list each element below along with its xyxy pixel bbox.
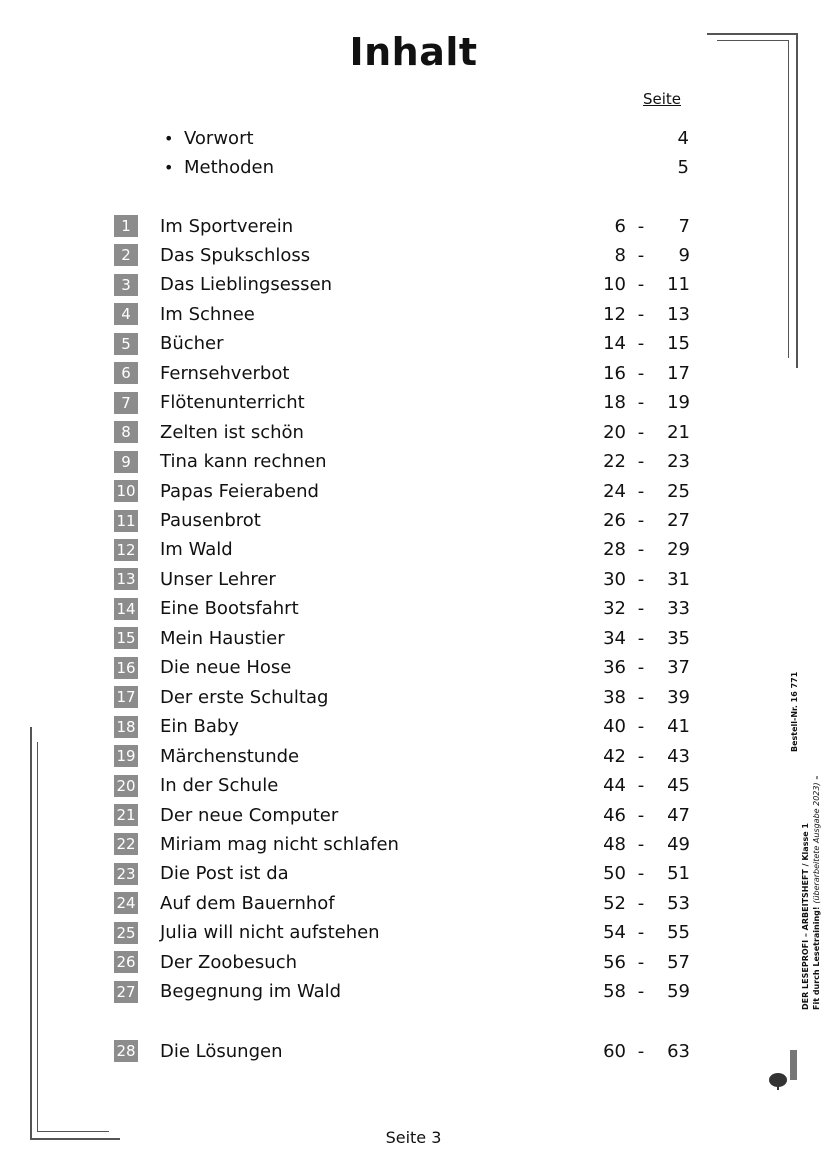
chapter-number-badge: 5 bbox=[114, 333, 138, 355]
toc-row bbox=[114, 890, 690, 916]
page-range-dash: - bbox=[637, 598, 645, 620]
chapter-title: In der Schule bbox=[160, 775, 279, 797]
page-range-dash: - bbox=[637, 274, 645, 296]
chapter-title: Die Lösungen bbox=[160, 1040, 283, 1062]
toc-intro-label: Vorwort bbox=[184, 127, 254, 149]
page-to: 35 bbox=[667, 627, 690, 649]
page-from: 26 bbox=[603, 510, 626, 531]
toc-row bbox=[114, 213, 690, 239]
toc-row bbox=[114, 537, 690, 563]
bullet: • bbox=[164, 157, 174, 177]
page-range-dash: - bbox=[637, 539, 645, 561]
chapter-number-badge: 27 bbox=[114, 981, 138, 1003]
chapter-number-badge: 2 bbox=[114, 244, 138, 266]
page-range-dash: - bbox=[637, 745, 645, 767]
page-to: 57 bbox=[667, 951, 690, 973]
toc-row bbox=[114, 596, 690, 622]
page-range-dash: - bbox=[637, 480, 645, 502]
chapter-title: Eine Bootsfahrt bbox=[160, 598, 299, 620]
toc-row bbox=[114, 331, 690, 357]
page-range-dash: - bbox=[637, 922, 645, 944]
toc-row bbox=[114, 684, 690, 710]
chapter-title: Der Zoobesuch bbox=[160, 951, 298, 973]
page-range-dash: - bbox=[637, 421, 645, 443]
page-to: 9 bbox=[678, 244, 690, 266]
chapter-number-badge: 9 bbox=[114, 451, 138, 473]
chapter-title: Bücher bbox=[160, 333, 224, 355]
side-line-2 bbox=[811, 776, 822, 1010]
chapter-number-badge: 23 bbox=[114, 863, 138, 885]
page-to: 17 bbox=[667, 362, 690, 384]
page-range-dash: - bbox=[637, 392, 645, 414]
chapter-number-badge: 22 bbox=[114, 833, 138, 855]
page-from: 20 bbox=[603, 421, 626, 443]
page-to: 23 bbox=[667, 451, 690, 473]
page-to: 45 bbox=[667, 775, 690, 797]
toc-row bbox=[114, 625, 690, 651]
page-to: 55 bbox=[667, 922, 690, 944]
chapter-title: Das Spukschloss bbox=[160, 244, 311, 266]
page-to: 21 bbox=[667, 421, 690, 443]
page-to: 7 bbox=[678, 215, 690, 237]
side-dash: – bbox=[812, 775, 821, 780]
page-from: 50 bbox=[603, 863, 626, 885]
page-range-dash: - bbox=[637, 244, 645, 266]
toc-row-solutions bbox=[114, 1038, 690, 1064]
page-to: 27 bbox=[667, 510, 690, 531]
page-footer: Seite 3 bbox=[385, 1128, 442, 1147]
toc-row bbox=[114, 242, 690, 268]
toc-row bbox=[114, 949, 690, 975]
page-from: 54 bbox=[603, 922, 626, 944]
page-to: 13 bbox=[667, 303, 690, 325]
toc-row bbox=[114, 301, 690, 327]
chapter-number-badge: 20 bbox=[114, 775, 138, 797]
page-from: 44 bbox=[603, 775, 626, 797]
chapter-title: Im Sportverein bbox=[160, 215, 294, 237]
frame-right-line-inner bbox=[788, 40, 789, 358]
toc-row bbox=[114, 979, 690, 1005]
toc-intro-page: 4 bbox=[677, 127, 689, 149]
toc-row bbox=[114, 419, 690, 445]
chapter-title: Im Wald bbox=[160, 539, 233, 561]
page-range-dash: - bbox=[637, 510, 645, 531]
page-from: 56 bbox=[603, 951, 626, 973]
chapter-number-badge: 10 bbox=[114, 480, 138, 502]
chapter-title: Ein Baby bbox=[160, 716, 239, 738]
page-from: 38 bbox=[603, 686, 626, 708]
chapter-number-badge: 11 bbox=[114, 510, 138, 532]
page-to: 29 bbox=[667, 539, 690, 561]
toc-row bbox=[114, 478, 690, 504]
chapter-title: Im Schnee bbox=[160, 303, 255, 325]
chapter-title: Mein Haustier bbox=[160, 627, 285, 649]
chapter-title: Papas Feierabend bbox=[160, 480, 319, 502]
chapter-title: Miriam mag nicht schlafen bbox=[160, 833, 399, 855]
toc-intro-item bbox=[164, 154, 689, 180]
page-from: 24 bbox=[603, 480, 626, 502]
side-line-1: DER LESEPROFI – ARBEITSHEFT / Klasse 1 bbox=[801, 823, 810, 1010]
page-to: 41 bbox=[667, 716, 690, 738]
toc-row bbox=[114, 743, 690, 769]
page-range-dash: - bbox=[637, 215, 645, 237]
chapter-number-badge: 18 bbox=[114, 716, 138, 738]
chapter-title: Zelten ist schön bbox=[160, 421, 304, 443]
chapter-number-badge: 3 bbox=[114, 274, 138, 296]
page-from: 14 bbox=[603, 333, 626, 355]
page-from: 18 bbox=[603, 392, 626, 414]
page-from: 48 bbox=[603, 833, 626, 855]
toc-row bbox=[114, 920, 690, 946]
chapter-title: Märchenstunde bbox=[160, 745, 300, 767]
page-to: 37 bbox=[667, 657, 690, 679]
page-range-dash: - bbox=[637, 833, 645, 855]
page-from: 58 bbox=[603, 981, 626, 1003]
page-from: 16 bbox=[603, 362, 626, 384]
page-from: 8 bbox=[614, 244, 626, 266]
page-to: 49 bbox=[667, 833, 690, 855]
page-from: 28 bbox=[603, 539, 626, 561]
toc-intro-label: Methoden bbox=[184, 156, 274, 178]
chapter-title: Tina kann rechnen bbox=[160, 451, 327, 473]
page-from: 36 bbox=[603, 657, 626, 679]
page-to: 33 bbox=[667, 598, 690, 620]
toc-row bbox=[114, 272, 690, 298]
page-range-dash: - bbox=[637, 716, 645, 738]
chapter-title: Unser Lehrer bbox=[160, 568, 276, 590]
toc-intro-page: 5 bbox=[677, 156, 689, 178]
page-to: 51 bbox=[667, 863, 690, 885]
chapter-number-badge: 19 bbox=[114, 745, 138, 767]
page-from: 60 bbox=[603, 1040, 626, 1062]
chapter-number-badge: 4 bbox=[114, 303, 138, 325]
page-to: 43 bbox=[667, 745, 690, 767]
page-to: 39 bbox=[667, 686, 690, 708]
bullet: • bbox=[164, 128, 174, 148]
page-from: 6 bbox=[614, 215, 626, 237]
toc-row bbox=[114, 802, 690, 828]
page-range-dash: - bbox=[637, 775, 645, 797]
chapter-title: Auf dem Bauernhof bbox=[160, 892, 335, 914]
page-to: 53 bbox=[667, 892, 690, 914]
chapter-number-badge: 24 bbox=[114, 892, 138, 914]
page-range-dash: - bbox=[637, 362, 645, 384]
chapter-number-badge: 14 bbox=[114, 598, 138, 620]
toc-intro-item bbox=[164, 125, 689, 151]
chapter-number-badge: 15 bbox=[114, 627, 138, 649]
page-range-dash: - bbox=[637, 627, 645, 649]
chapter-number-badge: 21 bbox=[114, 804, 138, 826]
publisher-logo bbox=[768, 1050, 798, 1090]
toc-row bbox=[114, 390, 690, 416]
chapter-title: Das Lieblingsessen bbox=[160, 274, 333, 296]
toc-row bbox=[114, 566, 690, 592]
page-to: 47 bbox=[667, 804, 690, 826]
toc-row bbox=[114, 861, 690, 887]
chapter-number-badge: 13 bbox=[114, 568, 138, 590]
chapter-number-badge: 1 bbox=[114, 215, 138, 237]
chapter-number-badge: 25 bbox=[114, 922, 138, 944]
page-to: 19 bbox=[667, 392, 690, 414]
chapter-title: Begegnung im Wald bbox=[160, 981, 342, 1003]
chapter-title: Flötenunterricht bbox=[160, 392, 305, 414]
side-publication-info bbox=[800, 776, 822, 1010]
page-range-dash: - bbox=[637, 804, 645, 826]
toc-row bbox=[114, 714, 690, 740]
chapter-number-badge: 6 bbox=[114, 362, 138, 384]
chapter-number-badge: 7 bbox=[114, 392, 138, 414]
page-to: 63 bbox=[667, 1040, 690, 1062]
page-range-dash: - bbox=[637, 1040, 645, 1062]
chapter-title: Der neue Computer bbox=[160, 804, 339, 826]
tree-logo-icon bbox=[768, 1050, 798, 1090]
page-range-dash: - bbox=[637, 303, 645, 325]
page-from: 52 bbox=[603, 892, 626, 914]
page-from: 34 bbox=[603, 627, 626, 649]
page-range-dash: - bbox=[637, 333, 645, 355]
chapter-title: Der erste Schultag bbox=[160, 686, 329, 708]
frame-left-line bbox=[30, 727, 32, 1139]
toc-row bbox=[114, 773, 690, 799]
page-to: 59 bbox=[667, 981, 690, 1003]
page-to: 31 bbox=[667, 568, 690, 590]
chapter-title: Fernsehverbot bbox=[160, 362, 290, 384]
toc-row bbox=[114, 831, 690, 857]
page-from: 46 bbox=[603, 804, 626, 826]
toc-row bbox=[114, 508, 690, 534]
side-line-2-italic: (überarbeitete Ausgabe 2023) bbox=[812, 782, 821, 904]
page-range-dash: - bbox=[637, 451, 645, 473]
page-range-dash: - bbox=[637, 863, 645, 885]
page-from: 10 bbox=[603, 274, 626, 296]
page-range-dash: - bbox=[637, 657, 645, 679]
chapter-title: Julia will nicht aufstehen bbox=[160, 922, 380, 944]
chapter-title: Die Post ist da bbox=[160, 863, 289, 885]
frame-right-line bbox=[796, 33, 798, 368]
page-from: 40 bbox=[603, 716, 626, 738]
side-line-2-main: Fit durch Lesetraining! bbox=[812, 906, 821, 1010]
chapter-number-badge: 16 bbox=[114, 657, 138, 679]
chapter-title: Pausenbrot bbox=[160, 510, 261, 531]
page-from: 42 bbox=[603, 745, 626, 767]
toc-row bbox=[114, 655, 690, 681]
page-range-dash: - bbox=[637, 892, 645, 914]
page-range-dash: - bbox=[637, 951, 645, 973]
chapter-number-badge: 28 bbox=[114, 1040, 138, 1062]
page-from: 12 bbox=[603, 303, 626, 325]
page-range-dash: - bbox=[637, 568, 645, 590]
chapter-number-badge: 26 bbox=[114, 951, 138, 973]
order-number: Bestell-Nr. 16 771 bbox=[790, 671, 799, 752]
page-from: 32 bbox=[603, 598, 626, 620]
chapter-title: Die neue Hose bbox=[160, 657, 292, 679]
page-column-header: Seite bbox=[643, 90, 682, 108]
frame-left-line-inner bbox=[37, 742, 38, 1132]
toc-row bbox=[114, 360, 690, 386]
page-range-dash: - bbox=[637, 981, 645, 1003]
page-to: 25 bbox=[667, 480, 690, 502]
chapter-number-badge: 17 bbox=[114, 686, 138, 708]
toc-row bbox=[114, 449, 690, 475]
page-to: 15 bbox=[667, 333, 690, 355]
page-to: 11 bbox=[667, 274, 690, 296]
page-from: 30 bbox=[603, 568, 626, 590]
chapter-number-badge: 8 bbox=[114, 421, 138, 443]
page-range-dash: - bbox=[637, 686, 645, 708]
chapter-number-badge: 12 bbox=[114, 539, 138, 561]
page-from: 22 bbox=[603, 451, 626, 473]
page-title: Inhalt bbox=[349, 30, 478, 74]
